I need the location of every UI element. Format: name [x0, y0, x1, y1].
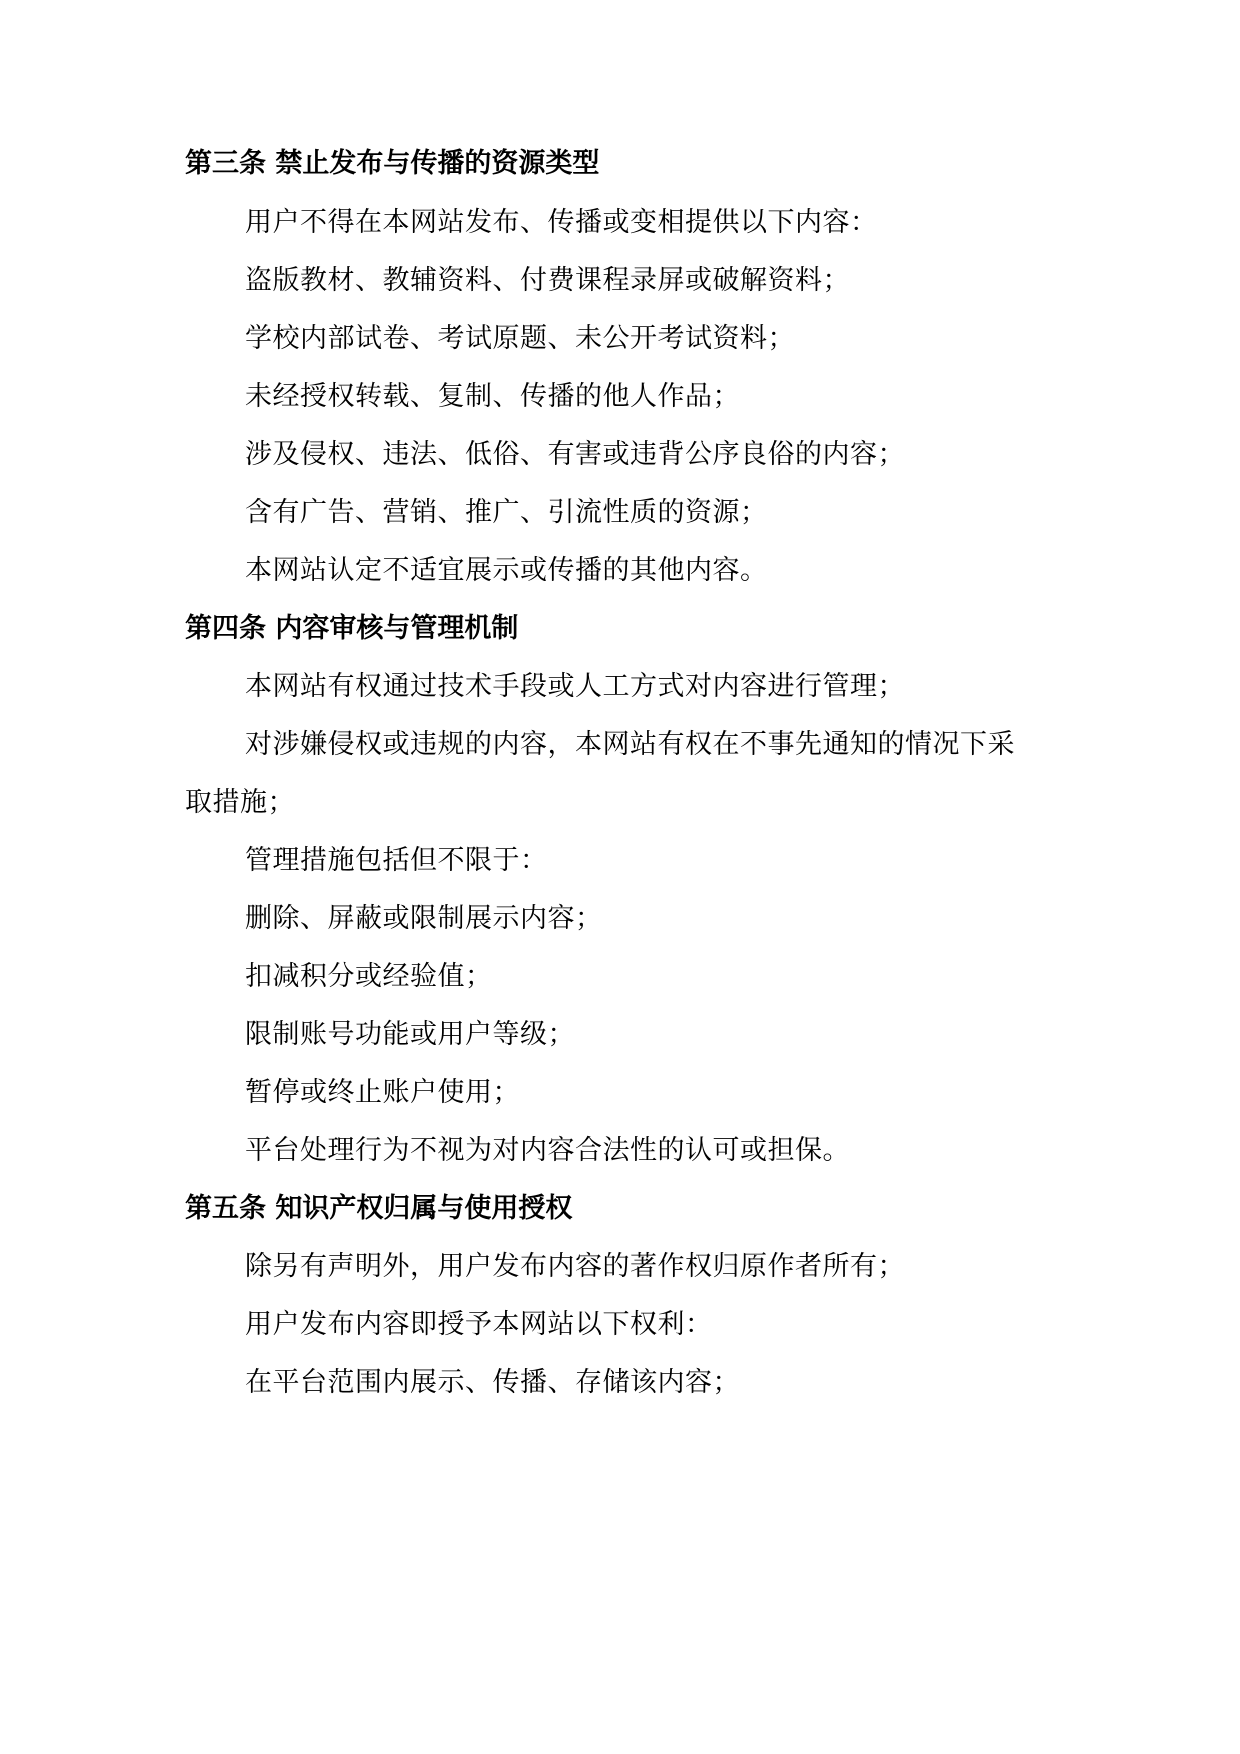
section-3-paragraph: 未经授权转载、复制、传播的他人作品；: [245, 381, 740, 412]
section-4-paragraph: 限制账号功能或用户等级；: [245, 1019, 575, 1050]
section-4-paragraph-continuation: 取措施；: [185, 787, 295, 818]
section-5-paragraph: 除另有声明外，用户发布内容的著作权归原作者所有；: [245, 1251, 905, 1282]
section-5-paragraph: 用户发布内容即授予本网站以下权利：: [245, 1309, 713, 1340]
section-5-heading: 第五条 知识产权归属与使用授权: [185, 1193, 573, 1224]
section-3-paragraph: 涉及侵权、违法、低俗、有害或违背公序良俗的内容；: [245, 439, 905, 470]
section-4-paragraph: 平台处理行为不视为对内容合法性的认可或担保。: [245, 1135, 850, 1166]
section-3-paragraph: 学校内部试卷、考试原题、未公开考试资料；: [245, 323, 795, 354]
section-4-paragraph: 管理措施包括但不限于：: [245, 845, 548, 876]
section-4-paragraph: 本网站有权通过技术手段或人工方式对内容进行管理；: [245, 671, 905, 702]
section-4-paragraph: 对涉嫌侵权或违规的内容，本网站有权在不事先通知的情况下采: [245, 729, 1015, 760]
section-4-paragraph: 扣减积分或经验值；: [245, 961, 493, 992]
section-4-paragraph: 暂停或终止账户使用；: [245, 1077, 520, 1108]
section-3-heading: 第三条 禁止发布与传播的资源类型: [185, 148, 600, 179]
section-3-paragraph: 本网站认定不适宜展示或传播的其他内容。: [245, 555, 768, 586]
section-3-paragraph: 用户不得在本网站发布、传播或变相提供以下内容：: [245, 207, 878, 238]
section-3-paragraph: 含有广告、营销、推广、引流性质的资源；: [245, 497, 768, 528]
section-3-paragraph: 盗版教材、教辅资料、付费课程录屏或破解资料；: [245, 265, 850, 296]
section-5-paragraph: 在平台范围内展示、传播、存储该内容；: [245, 1367, 740, 1398]
section-4-paragraph: 删除、屏蔽或限制展示内容；: [245, 903, 603, 934]
section-4-heading: 第四条 内容审核与管理机制: [185, 613, 519, 644]
